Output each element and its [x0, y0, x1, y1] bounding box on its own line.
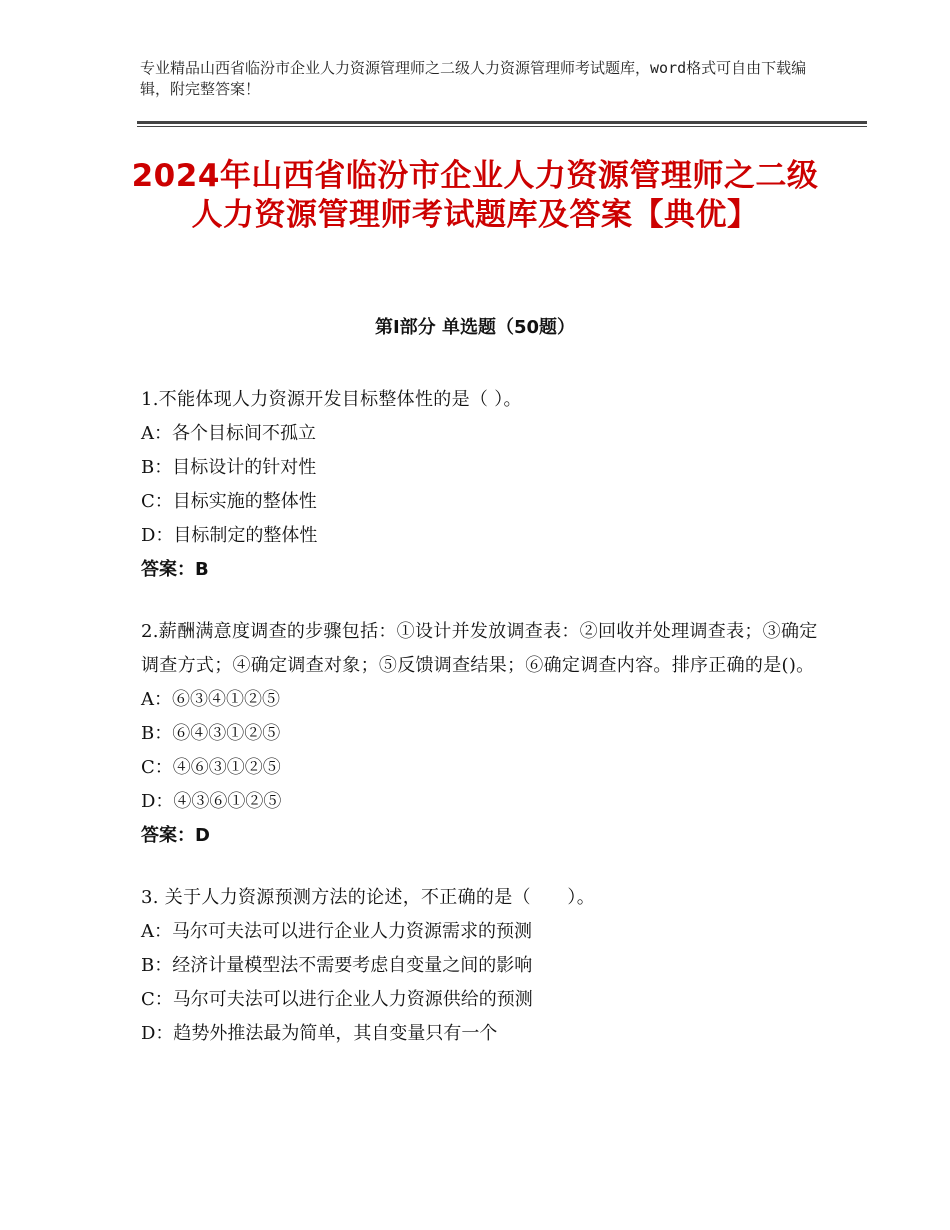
question-1: [141, 383, 821, 587]
option-a: A：⑥③④①②⑤: [141, 689, 280, 710]
document-title: 2024年山西省临汾市企业人力资源管理师之二级人力资源管理师考试题库及答案【典优】: [131, 158, 819, 233]
option-d: D：目标制定的整体性: [141, 525, 318, 546]
answer-line: 答案：D: [141, 825, 210, 846]
question-3: [141, 881, 821, 1051]
question-list: [141, 383, 821, 1079]
option-c: C：④⑥③①②⑤: [141, 757, 281, 778]
header-divider-thick: [137, 121, 867, 124]
question-stem: 3. 关于人力资源预测方法的论述，不正确的是（ ）。: [141, 887, 595, 908]
option-b: B：经济计量模型法不需要考虑自变量之间的影响: [141, 955, 533, 976]
option-c: C：目标实施的整体性: [141, 491, 317, 512]
section-heading: 第Ⅰ部分 单选题（50题）: [374, 317, 575, 338]
header-divider-thin: [137, 126, 867, 127]
option-a: A：各个目标间不孤立: [141, 423, 316, 444]
option-b: B：目标设计的针对性: [141, 457, 317, 478]
option-d: D：趋势外推法最为简单，其自变量只有一个: [141, 1023, 498, 1044]
header-note: 专业精品山西省临汾市企业人力资源管理师之二级人力资源管理师考试题库，word格式可自由下载编辑，附完整答案！: [140, 59, 807, 98]
answer-line: 答案：B: [141, 559, 209, 580]
option-b: B：⑥④③①②⑤: [141, 723, 281, 744]
option-c: C：马尔可夫法可以进行企业人力资源供给的预测: [141, 989, 533, 1010]
option-a: A：马尔可夫法可以进行企业人力资源需求的预测: [141, 921, 532, 942]
option-d: D：④③⑥①②⑤: [141, 791, 282, 812]
question-stem: 1.不能体现人力资源开发目标整体性的是（ ）。: [141, 389, 522, 410]
question-stem: 2.薪酬满意度调查的步骤包括：①设计并发放调查表：②回收并处理调查表；③确定调查方式；④确定调查对象；⑤反馈调查结果；⑥确定调查内容。排序正确的是()。: [141, 621, 818, 676]
question-2: [141, 615, 821, 853]
